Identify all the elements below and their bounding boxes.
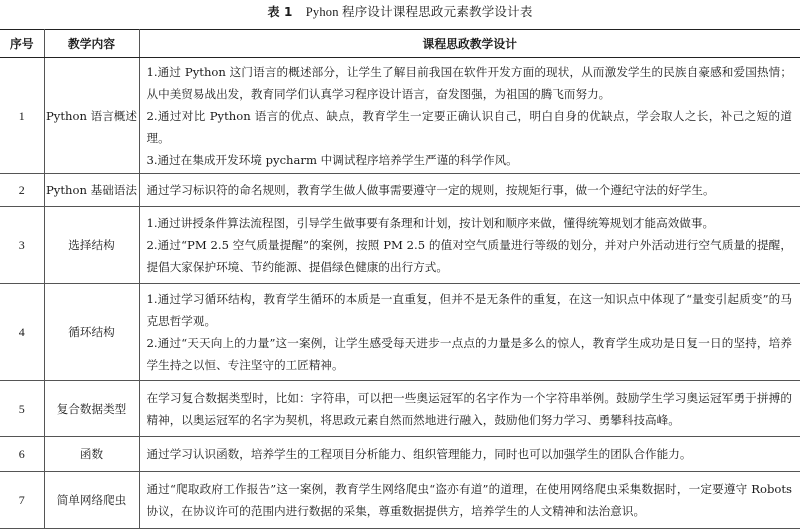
- row-topic: 循环结构: [44, 284, 139, 381]
- header-content: 教学内容: [44, 30, 139, 58]
- design-line: 2.通过“PM 2.5 空气质量提醒”的案例，按照 PM 2.5 的值对空气质量进行等级的划分，并对户外活动进行空气质量的提醒，提倡大家保护环境、节约能源、提倡绿色健康的出行方式。: [146, 238, 792, 274]
- row-topic: 简单网络爬虫: [44, 472, 139, 529]
- row-design: [139, 174, 800, 207]
- header-num: 序号: [0, 30, 44, 58]
- table-caption-label: 表 1: [267, 5, 293, 19]
- table-row: [0, 207, 800, 284]
- row-num: 7: [0, 472, 44, 529]
- design-line: 通过“爬取政府工作报告”这一案例，教育学生网络爬虫“盗亦有道”的道理，在使用网络爬虫采集数据时，一定要遵守 Robots 协议，在协议许可的范围内进行数据的采集，尊重数据提供方，培养学生的人文精神和法治意识。: [146, 482, 792, 518]
- course-design-table: [0, 29, 800, 529]
- design-line: 1.通过学习循环结构，教育学生循环的本质是一直重复，但并不是无条件的重复，在这一知识点中体现了“量变引起质变”的马克思哲学观。: [146, 292, 792, 328]
- design-line: 2.通过对比 Python 语言的优点、缺点，教育学生一定要正确认识自己，明白自身的优缺点，学会取人之长，补己之短的道理。: [146, 108, 792, 145]
- design-line: 通过学习标识符的命名规则，教育学生做人做事需要遵守一定的规则，按规矩行事，做一个遵纪守法的好学生。: [146, 183, 715, 197]
- row-num: 3: [0, 207, 44, 284]
- row-num: 6: [0, 437, 44, 472]
- table-caption: [0, 4, 800, 20]
- table-row: [0, 381, 800, 437]
- row-num: 1: [0, 58, 44, 174]
- design-line: 1.通过讲授条件算法流程图，引导学生做事要有条理和计划，按计划和顺序来做，懂得统筹规划才能高效做事。: [146, 216, 715, 230]
- row-topic: 函数: [44, 437, 139, 472]
- table-caption-title: Pyhon 程序设计课程思政元素教学设计表: [305, 5, 533, 19]
- design-line: 通过学习认识函数，培养学生的工程项目分析能力、组织管理能力，同时也可以加强学生的团队合作能力。: [146, 447, 692, 461]
- row-design: [139, 381, 800, 437]
- row-num: 5: [0, 381, 44, 437]
- row-design: [139, 472, 800, 529]
- row-topic: Python 语言概述: [44, 58, 139, 174]
- design-line: 2.通过“天天向上的力量”这一案例，让学生感受每天进步一点点的力量是多么的惊人，教育学生成功是日复一日的坚持，培养学生持之以恒、专注坚守的工匠精神。: [146, 336, 792, 372]
- table-row: [0, 437, 800, 472]
- row-topic: 选择结构: [44, 207, 139, 284]
- table-header-row: [0, 30, 800, 58]
- row-num: 2: [0, 174, 44, 207]
- table-row: [0, 58, 800, 174]
- row-design: [139, 284, 800, 381]
- row-num: 4: [0, 284, 44, 381]
- design-line: 3.通过在集成开发环境 pycharm 中调试程序培养学生严谨的科学作风。: [146, 152, 518, 167]
- row-design: [139, 437, 800, 472]
- table-row: [0, 472, 800, 529]
- row-topic: 复合数据类型: [44, 381, 139, 437]
- row-design: [139, 207, 800, 284]
- row-topic: Python 基础语法: [44, 174, 139, 207]
- header-design: 课程思政教学设计: [139, 30, 800, 58]
- table-row: [0, 174, 800, 207]
- row-design: [139, 58, 800, 174]
- table-row: [0, 284, 800, 381]
- design-line: 1.通过 Python 这门语言的概述部分，让学生了解目前我国在软件开发方面的现状，从而激发学生的民族自豪感和爱国热情；从中美贸易战出发，教育同学们认真学习程序设计语言，奋发图强，为祖国的腾飞而努力。: [146, 64, 792, 101]
- design-line: 在学习复合数据类型时，比如：字符串，可以把一些奥运冠军的名字作为一个字符串举例。鼓励学生学习奥运冠军勇于拼搏的精神，以奥运冠军的名字为契机，将思政元素自然而然地进行融入，鼓励他们努力学习、勇攀科技高峰。: [146, 390, 792, 427]
